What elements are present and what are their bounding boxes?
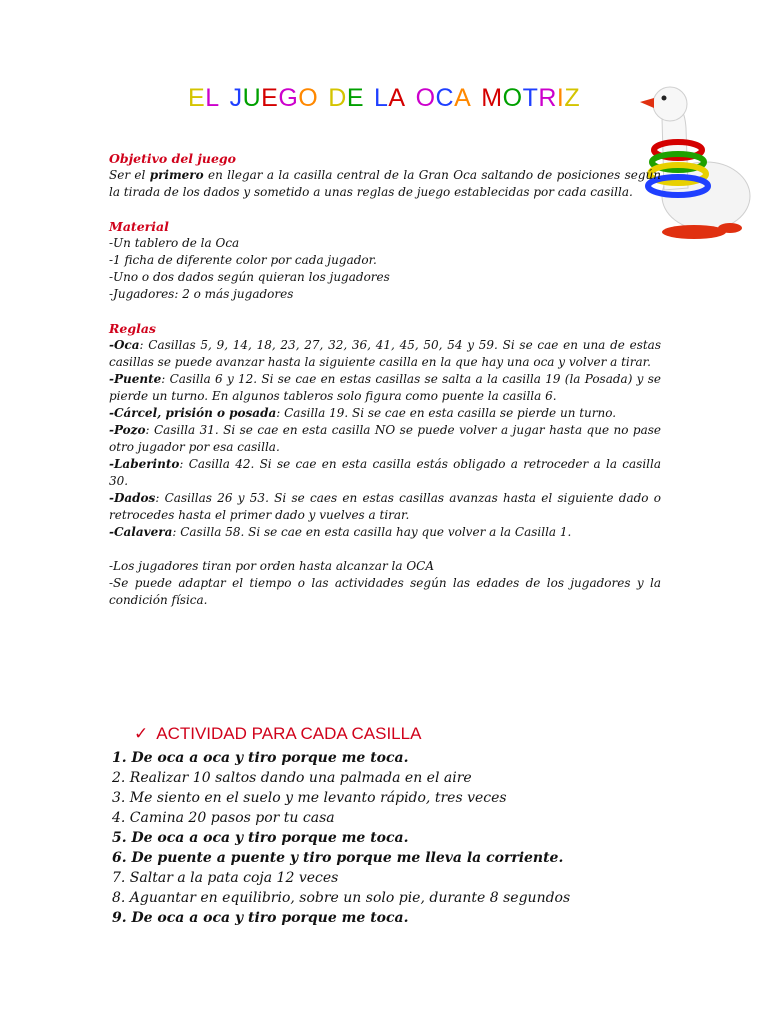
title-letter: M (481, 84, 503, 112)
title-letter: O (502, 84, 523, 112)
actividad-item: 8. Aguantar en equilibrio, sobre un solo pie, durante 8 segundos (112, 890, 571, 906)
title-letter: E (261, 84, 279, 112)
material-heading: Material (109, 219, 169, 234)
actividad-item: 5. De oca a oca y tiro porque me toca. (112, 830, 409, 846)
title-letter: I (556, 84, 565, 112)
page-title (188, 84, 580, 113)
title-letter: J (229, 84, 243, 112)
check-icon: ✓ (134, 724, 149, 743)
title-letter: O (415, 84, 436, 112)
actividad-item: 3. Me siento en el suelo y me levanto rápido, tres veces (112, 790, 507, 806)
title-letter: G (278, 84, 299, 112)
material-item: -Un tablero de la Oca (109, 236, 240, 250)
title-letter: A (388, 84, 406, 112)
title-letter: A (454, 84, 472, 112)
actividad-item: 4. Camina 20 pasos por tu casa (112, 810, 335, 826)
reglas-heading: Reglas (109, 321, 156, 336)
regla-note: -Se puede adaptar el tiempo o las actividades según las edades de los jugadores y la condición física. (109, 576, 661, 607)
regla-item: -Dados: Casillas 26 y 53. Si se caes en estas casillas avanzas hasta el siguiente dado o retrocedes hasta el primer dado y vuelves a tirar. (109, 491, 661, 522)
regla-item: -Cárcel, prisión o posada: Casilla 19. Si se cae en esta casilla se pierde un turno. (109, 406, 617, 420)
regla-item: -Calavera: Casilla 58. Si se cae en esta casilla hay que volver a la Casilla 1. (109, 525, 572, 539)
regla-item: -Pozo: Casilla 31. Si se cae en esta casilla NO se puede volver a jugar hasta que no pase otro jugador por esa casilla. (109, 423, 661, 454)
title-letter: L (374, 84, 389, 112)
objetivo-heading: Objetivo del juego (109, 151, 237, 166)
actividad-item: 9. De oca a oca y tiro porque me toca. (112, 910, 409, 926)
actividad-item: 2. Realizar 10 saltos dando una palmada en el aire (112, 770, 472, 786)
title-letter: T (522, 84, 539, 112)
regla-note: -Los jugadores tiran por orden hasta alcanzar la OCA (109, 559, 435, 573)
material-item: -Uno o dos dados según quieran los jugadores (109, 270, 390, 284)
actividad-item: 1. De oca a oca y tiro porque me toca. (112, 750, 409, 766)
title-letter: L (205, 84, 220, 112)
title-letter: U (242, 84, 262, 112)
actividad-item: 7. Saltar a la pata coja 12 veces (112, 870, 339, 886)
rules-document (109, 150, 661, 609)
regla-item: -Laberinto: Casilla 42. Si se cae en esta casilla estás obligado a retroceder a la casilla 30. (109, 457, 661, 488)
material-item: -1 ficha de diferente color por cada jugador. (109, 253, 377, 267)
regla-item: -Puente: Casilla 6 y 12. Si se cae en estas casillas se salta a la casilla 19 (la Posada) y se pierde un turno. En algunos tableros solo figura como puente la casilla 6. (109, 372, 661, 403)
actividad-list (112, 748, 712, 928)
title-letter: C (435, 84, 455, 112)
title-letter: Z (564, 84, 581, 112)
title-letter: O (298, 84, 319, 112)
actividad-heading: ✓ ACTIVIDAD PARA CADA CASILLA (134, 724, 422, 743)
objetivo-text: Ser el primero en llegar a la casilla central de la Gran Oca saltando de posiciones según la tirada de los dados y sometido a unas reglas de juego establecidas por cada casilla. (109, 168, 661, 199)
material-item: -Jugadores: 2 o más jugadores (109, 287, 294, 301)
title-letter: E (188, 84, 206, 112)
regla-item: -Oca: Casillas 5, 9, 14, 18, 23, 27, 32, 36, 41, 45, 50, 54 y 59. Si se cae en una de estas casillas se puede avanzar hasta la siguiente casilla en la que hay una oca y volver a tirar. (109, 338, 661, 369)
title-letter: D (328, 84, 347, 112)
title-letter: E (346, 84, 364, 112)
actividad-item: 6. De puente a puente y tiro porque me lleva la corriente. (112, 850, 564, 866)
title-letter: R (538, 84, 557, 112)
